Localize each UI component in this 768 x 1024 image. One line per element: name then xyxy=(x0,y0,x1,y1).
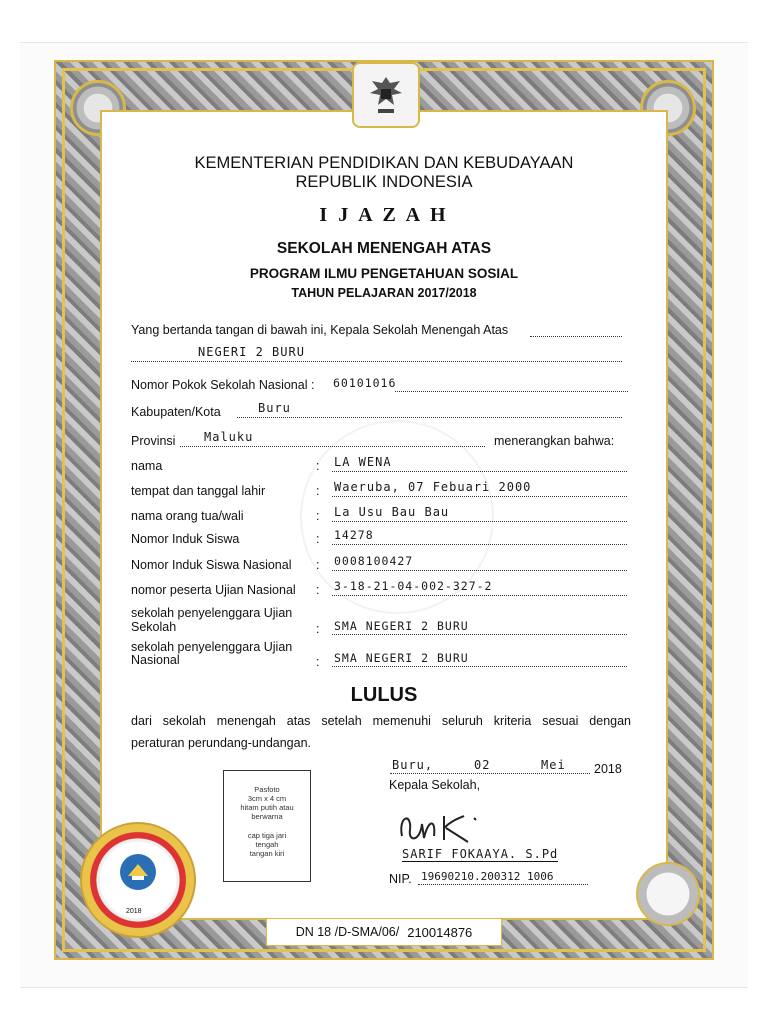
kabupaten-value: Buru xyxy=(258,401,291,415)
dotted-line xyxy=(390,773,590,774)
dotted-line xyxy=(180,446,485,447)
fingerprint-caption: cap tiga jari xyxy=(247,831,287,840)
tut-wuri-handayani-icon xyxy=(118,852,158,892)
field-label-sekolah-us-2: Sekolah xyxy=(131,620,177,634)
dotted-line xyxy=(332,595,627,596)
provinsi-value: Maluku xyxy=(204,430,254,444)
republic-heading: REPUBLIK INDONESIA xyxy=(295,173,473,191)
school-level: SEKOLAH MENENGAH ATAS xyxy=(276,240,492,257)
colon: : xyxy=(316,532,320,546)
field-value-ttl: Waeruba, 07 Febuari 2000 xyxy=(334,480,532,494)
colon: : xyxy=(316,583,320,597)
colon: : xyxy=(316,509,320,523)
hologram-seal xyxy=(636,862,700,926)
npsn-label: Nomor Pokok Sekolah Nasional : xyxy=(131,378,315,392)
sign-place: Buru, xyxy=(392,758,434,772)
photo-caption: berwarna xyxy=(251,812,283,821)
dotted-line xyxy=(237,417,622,418)
menerangkan-text: menerangkan bahwa: xyxy=(494,434,615,448)
field-value-peserta-un: 3-18-21-04-002-327-2 xyxy=(334,579,493,593)
dotted-line xyxy=(332,634,627,635)
field-value-sekolah-us: SMA NEGERI 2 BURU xyxy=(334,619,469,633)
photo-caption: 3cm x 4 cm xyxy=(247,794,287,803)
field-label-nisn: Nomor Induk Siswa Nasional xyxy=(131,558,292,572)
dotted-line xyxy=(131,361,622,362)
school-year-stamp xyxy=(80,822,196,938)
field-value-nisn: 0008100427 xyxy=(334,554,414,568)
field-label-sekolah-us-1: sekolah penyelenggara Ujian xyxy=(131,606,293,620)
field-label-nis: Nomor Induk Siswa xyxy=(131,532,240,546)
serial-code: DN 18 /D-SMA/06/ xyxy=(295,925,400,939)
field-value-sekolah-un: SMA NEGERI 2 BURU xyxy=(334,651,469,665)
serial-number: 210014876 xyxy=(407,924,473,940)
photo-caption: hitam putih atau xyxy=(240,803,294,812)
ministry-heading: KEMENTERIAN PENDIDIKAN DAN KEBUDAYAAN xyxy=(194,154,574,172)
nip-label: NIP. xyxy=(389,872,412,886)
dotted-line xyxy=(332,666,627,667)
field-value-nama: LA WENA xyxy=(334,455,392,469)
nip-value: 19690210.200312 1006 xyxy=(421,870,554,883)
school-year: TAHUN PELAJARAN 2017/2018 xyxy=(291,286,477,300)
dotted-line xyxy=(395,391,628,392)
serial-number-box xyxy=(266,918,502,946)
dotted-line xyxy=(332,521,627,522)
dotted-line xyxy=(332,570,627,571)
sign-day: 02 xyxy=(474,758,491,772)
dotted-line xyxy=(418,884,588,885)
colon: : xyxy=(316,655,320,669)
garuda-emblem-icon xyxy=(352,62,420,128)
document-title: I J A Z A H xyxy=(319,204,449,226)
fingerprint-caption: tengah xyxy=(255,840,279,849)
statement-text: Yang bertanda tangan di bawah ini, Kepala Sekolah Menengah Atas xyxy=(131,323,509,337)
sign-year: 2018 xyxy=(594,762,622,776)
colon: : xyxy=(316,558,320,572)
field-label-ttl: tempat dan tanggal lahir xyxy=(131,484,266,498)
field-label-nama: nama xyxy=(131,459,163,473)
photo-caption: Pasfoto xyxy=(254,785,280,794)
graduation-status: LULUS xyxy=(350,684,418,706)
field-label-sekolah-un-2: Nasional xyxy=(131,653,180,667)
colon: : xyxy=(316,622,320,636)
result-text-line2: peraturan perundang-undangan. xyxy=(131,736,312,750)
principal-name: SARIF FOKAAYA. S.Pd xyxy=(402,847,559,861)
dotted-line xyxy=(530,336,622,337)
dotted-line xyxy=(332,471,627,472)
field-label-orangtua: nama orang tua/wali xyxy=(131,509,244,523)
field-label-peserta-un: nomor peserta Ujian Nasional xyxy=(131,583,296,597)
result-text-line1: dari sekolah menengah atas setelah memenuhi seluruh kriteria sesuai dengan xyxy=(131,714,631,728)
provinsi-label: Provinsi xyxy=(131,434,176,448)
kabupaten-label: Kabupaten/Kota xyxy=(131,405,221,419)
dotted-line xyxy=(332,496,627,497)
dotted-line xyxy=(332,544,627,545)
colon: : xyxy=(316,484,320,498)
field-value-orangtua: La Usu Bau Bau xyxy=(334,505,450,519)
colon: : xyxy=(316,459,320,473)
photo-placeholder xyxy=(223,770,311,882)
field-label-sekolah-un-1: sekolah penyelenggara Ujian xyxy=(131,640,293,654)
fingerprint-caption: tangan kiri xyxy=(249,849,285,858)
school-name-value: NEGERI 2 BURU xyxy=(198,345,305,359)
npsn-value: 60101016 xyxy=(333,376,397,390)
field-value-nis: 14278 xyxy=(334,528,374,542)
sign-month: Mei xyxy=(541,758,566,772)
program-name: PROGRAM ILMU PENGETAHUAN SOSIAL xyxy=(249,266,519,281)
stamp-year: 2018 xyxy=(126,908,142,915)
sign-role: Kepala Sekolah, xyxy=(389,778,481,792)
